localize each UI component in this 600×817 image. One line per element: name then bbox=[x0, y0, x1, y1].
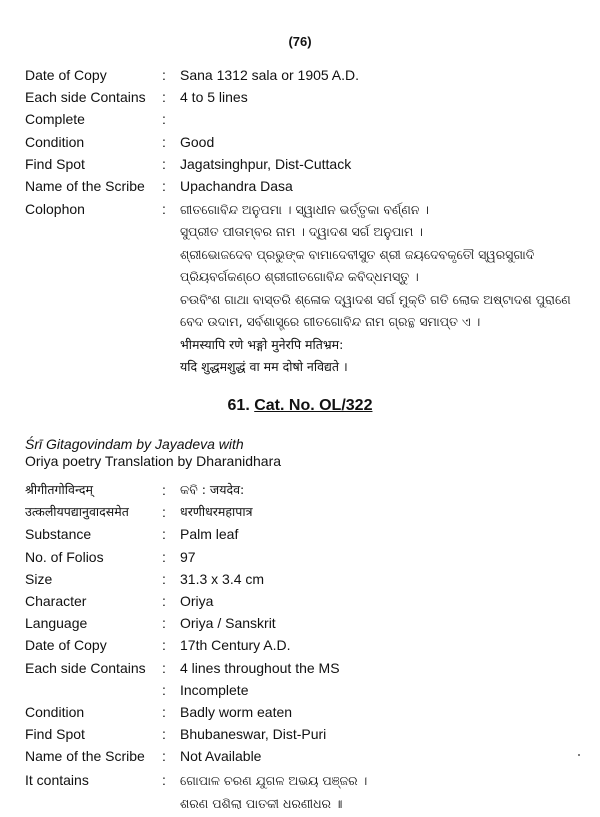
field-colon: : bbox=[162, 748, 166, 765]
field-row bbox=[25, 658, 590, 678]
colophon-line: भीमस्यापि रणे भङ्गो मुनेरपि मतिभ्रम: bbox=[180, 336, 344, 352]
title-line-2: Oriya poetry Translation by Dharanidhara bbox=[25, 453, 282, 469]
field-colon: : bbox=[162, 637, 166, 654]
field-colon: : bbox=[162, 177, 166, 194]
colophon-line: ଗୀତଗୋବିନ୍ଦ ଅନୁପମା । ସ୍ୱାଧୀନ ଭର୍ତ୍ତୃକା ବର୍ଣ୍ଣନ । bbox=[180, 201, 430, 217]
field-colon: : bbox=[162, 772, 166, 789]
it-contains-line: ଗୋପାଳ ଚରଣ ଯୁଗଳ ଅଭୟ ପଞ୍ଜର । bbox=[180, 773, 368, 789]
field-value: 4 to 5 lines bbox=[180, 89, 248, 106]
colophon-line: यदि शुद्धमशुद्धं वा मम दोषो नविद्यते । bbox=[180, 359, 348, 375]
colophon-line: ଚଉବିଂଶ ଗାଥା ବାସ୍ତରି ଶ୍ଳୋକ ଦ୍ୱାଦଶ ସର୍ଗ ମୁକ୍ତି ଗତି ଲୋକ ଅଷ୍ଟାଦଶ ପୁରାଣେ bbox=[180, 291, 571, 307]
field-label: Size bbox=[25, 570, 53, 587]
field-value: Badly worm eaten bbox=[180, 703, 293, 720]
field-colon: : bbox=[162, 592, 166, 609]
field-colon: : bbox=[162, 67, 166, 83]
catalogue-heading bbox=[0, 397, 600, 415]
scan-speck bbox=[578, 754, 580, 756]
field-value: 17th Century A.D. bbox=[180, 637, 291, 654]
title-sri: Śrī bbox=[25, 436, 43, 452]
field-colon: : bbox=[162, 681, 166, 698]
field-row bbox=[25, 87, 590, 107]
field-colon: : bbox=[162, 726, 166, 743]
field-value: 31.3 x 3.4 cm bbox=[180, 570, 265, 587]
it-contains-text bbox=[180, 770, 590, 815]
field-label: Date of Copy bbox=[25, 637, 107, 654]
field-row bbox=[25, 724, 590, 744]
field-row bbox=[25, 502, 590, 522]
field-row bbox=[25, 65, 590, 85]
field-value: Bhubaneswar, Dist-Puri bbox=[180, 726, 327, 743]
field-label: Condition bbox=[25, 133, 85, 150]
field-label: Complete bbox=[25, 111, 85, 128]
field-label: Date of Copy bbox=[25, 67, 107, 83]
record-61-fields bbox=[25, 480, 590, 817]
catalogue-number: Cat. No. OL/322 bbox=[254, 397, 373, 414]
field-value: Jagatsinghpur, Dist-Cuttack bbox=[180, 155, 352, 172]
field-colon: : bbox=[162, 482, 166, 498]
it-contains-label: It contains bbox=[25, 772, 89, 789]
field-colon: : bbox=[162, 548, 166, 565]
field-label: Find Spot bbox=[25, 155, 85, 172]
field-colon: : bbox=[162, 504, 166, 521]
field-value: କବି : जयदेव: bbox=[180, 482, 245, 497]
field-label: Character bbox=[25, 592, 87, 609]
field-label: Condition bbox=[25, 703, 85, 720]
field-row bbox=[25, 591, 590, 611]
field-value: Good bbox=[180, 133, 215, 150]
field-row bbox=[25, 154, 590, 174]
field-colon: : bbox=[162, 155, 166, 172]
colophon-line: ସୁପ୍ରୀତ ପୀତାମ୍ବର ନାମ । ଦ୍ୱାଦଶ ସର୍ଗ ଅନୁପାମ । bbox=[180, 224, 424, 240]
field-label: Each side Contains bbox=[25, 659, 146, 676]
entry-number: 61. bbox=[227, 397, 250, 414]
colophon-line: ପ୍ରିୟବର୍ଗକଣ୍ଠେ ଶ୍ରୀଗୀତଗୋବିନ୍ଦ କବିଦ୍ଧମସ୍ତୁ । bbox=[180, 269, 419, 285]
field-row bbox=[25, 569, 590, 589]
field-label: Find Spot bbox=[25, 726, 85, 743]
field-row bbox=[25, 109, 590, 129]
field-label: Language bbox=[25, 615, 88, 632]
field-label: Name of the Scribe bbox=[25, 748, 145, 765]
field-row bbox=[25, 746, 590, 766]
field-colon: : bbox=[162, 659, 166, 676]
colophon-text bbox=[180, 199, 590, 379]
field-value: Palm leaf bbox=[180, 526, 239, 543]
colophon-row bbox=[25, 199, 590, 379]
field-value: Oriya / Sanskrit bbox=[180, 615, 276, 632]
field-value: Incomplete bbox=[180, 681, 249, 698]
field-value: 97 bbox=[180, 548, 196, 565]
field-value: धरणीधरमहापात्र bbox=[180, 504, 253, 520]
field-row bbox=[25, 680, 590, 700]
it-contains-row bbox=[25, 770, 590, 815]
field-colon: : bbox=[162, 133, 166, 150]
field-colon: : bbox=[162, 526, 166, 543]
work-title bbox=[25, 436, 281, 470]
field-colon: : bbox=[162, 200, 166, 217]
field-colon: : bbox=[162, 615, 166, 632]
title-line-1-rest: Gitagovindam by Jayadeva with bbox=[42, 436, 244, 452]
field-row bbox=[25, 702, 590, 722]
field-label: Each side Contains bbox=[25, 89, 146, 106]
record-60-fields bbox=[25, 65, 590, 381]
colophon-line: ବେଦ ଉଦାମ, ସର୍ବଶାସ୍ତ୍ରେ ଗୀତଗୋବିନ୍ଦ ନାମ ଗ୍ରନ୍ଥ ସମାପ୍ତ ଏ । bbox=[180, 314, 481, 330]
field-value: Oriya bbox=[180, 592, 214, 609]
field-label: No. of Folios bbox=[25, 548, 104, 565]
field-colon: : bbox=[162, 570, 166, 587]
field-row bbox=[25, 635, 590, 655]
field-row bbox=[25, 176, 590, 196]
field-colon: : bbox=[162, 111, 166, 128]
field-colon: : bbox=[162, 703, 166, 720]
field-row bbox=[25, 524, 590, 544]
title-line-1 bbox=[25, 436, 281, 453]
page-number: (76) bbox=[288, 34, 312, 49]
field-value: 4 lines throughout the MS bbox=[180, 659, 340, 676]
field-label: Name of the Scribe bbox=[25, 177, 145, 194]
field-value: Sana 1312 sala or 1905 A.D. bbox=[180, 67, 360, 83]
field-label: उत्कलीयपद्यानुवादसमेत bbox=[25, 504, 129, 520]
field-row bbox=[25, 613, 590, 633]
field-row bbox=[25, 132, 590, 152]
field-row bbox=[25, 547, 590, 567]
field-value: Upachandra Dasa bbox=[180, 177, 293, 194]
field-label: श्रीगीतगोविन्दम् bbox=[25, 482, 93, 497]
field-row bbox=[25, 480, 590, 500]
it-contains-line: ଶରଣ ପଶିଲା ପାତକୀ ଧରଣୀଧର ॥ bbox=[180, 795, 343, 811]
field-value: Not Available bbox=[180, 748, 262, 765]
field-label: Substance bbox=[25, 526, 92, 543]
colophon-line: ଶ୍ରୀଭୋଜଦେବ ପ୍ରଭୁଙ୍କ ବାମାଦେବୀସୁତ ଶ୍ରୀ ଜୟଦେବକୃତୌ ସ୍ୱରସୁଗାଦି bbox=[180, 246, 535, 262]
colophon-label: Colophon bbox=[25, 200, 85, 217]
field-colon: : bbox=[162, 89, 166, 106]
